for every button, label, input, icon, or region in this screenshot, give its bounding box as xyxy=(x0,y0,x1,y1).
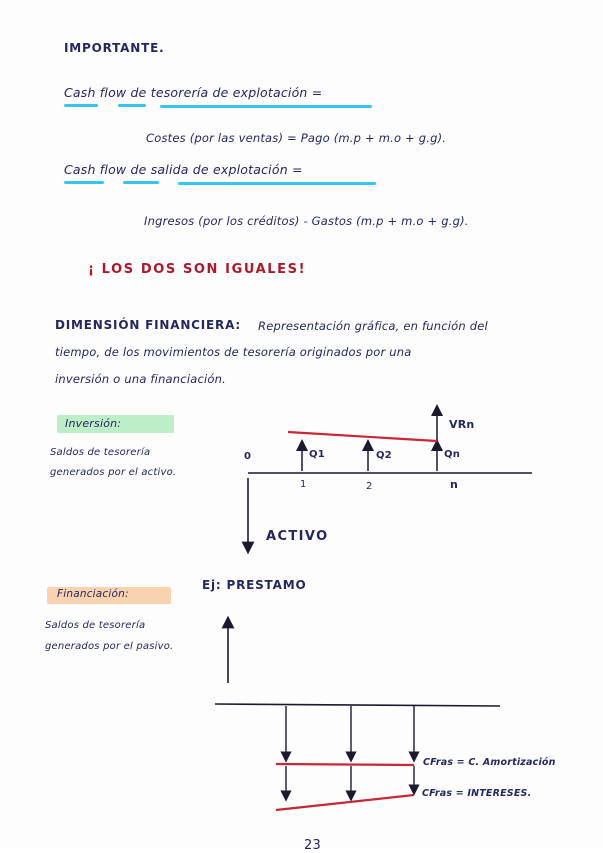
cfras-amortizacion-label: CFras = C. Amortización xyxy=(423,757,556,768)
equal-note: ¡ LOS DOS SON IGUALES! xyxy=(88,262,307,277)
q2-label: Q2 xyxy=(376,450,392,461)
inversion-desc-line2: generados por el activo. xyxy=(50,467,177,478)
important-heading: IMPORTANTE. xyxy=(64,41,165,55)
red-amortizacion-line xyxy=(276,764,414,765)
example-prestamo: Ej: PRESTAMO xyxy=(202,578,307,592)
t1-label: 1 xyxy=(300,479,307,490)
inversion-desc-line1: Saldos de tesorería xyxy=(50,447,151,458)
inversion-tag: Inversión: xyxy=(65,417,122,430)
cash-flow-explotacion-formula: Costes (por las ventas) = Pago (m.p + m.o + g.g). xyxy=(146,131,447,145)
financiacion-diagram xyxy=(215,622,500,810)
vrn-label: VRn xyxy=(449,418,475,431)
cash-flow-salida-formula: Ingresos (por los créditos) - Gastos (m.p + m.o + g.g). xyxy=(144,214,469,228)
time-axis-2 xyxy=(215,704,500,706)
q1-label: Q1 xyxy=(309,449,325,460)
definition-text-line2: tiempo, de los movimientos de tesorería originados por una xyxy=(55,345,412,359)
definition-text-line3: inversión o una financiación. xyxy=(55,372,226,386)
cash-flow-explotacion-label: Cash flow de tesorería de explotación = xyxy=(64,85,323,100)
red-intereses-line xyxy=(276,795,414,810)
tn-label: n xyxy=(450,478,459,491)
activo-label: ACTIVO xyxy=(266,529,329,544)
financiacion-desc-line2: generados por el pasivo. xyxy=(45,641,174,652)
financiacion-desc-line1: Saldos de tesorería xyxy=(45,620,146,631)
cfras-intereses-label: CFras = INTERESES. xyxy=(422,788,532,799)
cash-flow-salida-label: Cash flow de salida de explotación = xyxy=(64,162,303,177)
red-trend-line xyxy=(288,432,437,441)
origin-label: 0 xyxy=(244,451,252,462)
definition-term: DIMENSIÓN FINANCIERA: xyxy=(55,318,241,332)
t2-label: 2 xyxy=(366,481,373,492)
page-number: 23 xyxy=(304,838,321,853)
qn-label: Qn xyxy=(444,449,461,460)
financiacion-tag: Financiación: xyxy=(57,588,129,600)
inversion-diagram xyxy=(248,410,532,548)
definition-text-line1: Representación gráfica, en función del xyxy=(258,319,488,333)
